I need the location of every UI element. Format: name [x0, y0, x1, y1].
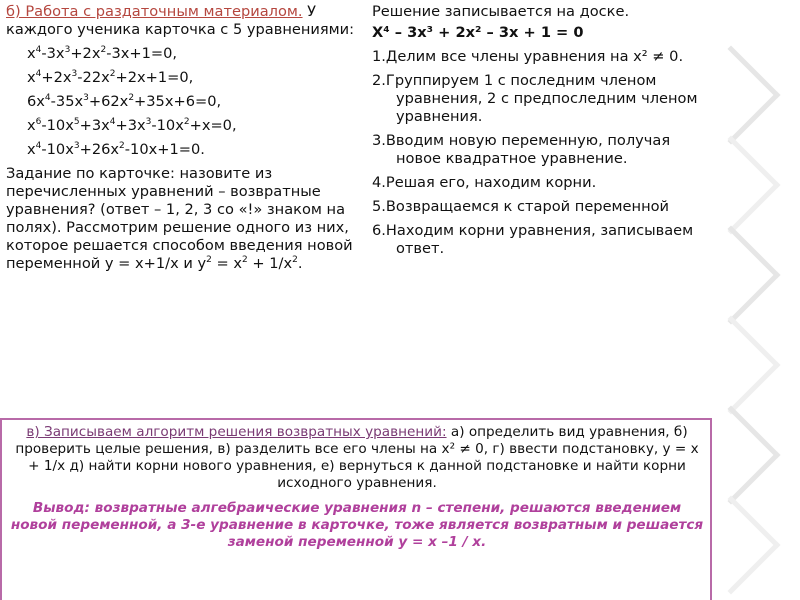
solution-step-6: 6.Находим корни уравнения, записываем ответ. [372, 222, 694, 257]
solution-step-5: 5.Возвращаемся к старой переменной [372, 198, 670, 215]
solution-step-3: 3.Вводим новую переменную, получая новое квадратное уравнение. [372, 132, 671, 167]
solution-step-4: 4.Решая его, находим корни. [372, 174, 597, 191]
solution-step-1: 1.Делим все члены уравнения на x² ≠ 0. [372, 48, 684, 65]
left-column [6, 3, 362, 273]
section-b-heading: б) Работа с раздаточным материалом. [6, 3, 303, 20]
equation-3: $6x^4-35x^3+62x^2+35x+6=0$, [27, 93, 222, 110]
left-heading-block [6, 3, 362, 39]
right-column [372, 3, 712, 258]
algorithm-text [10, 424, 704, 551]
equation-5: $x^4-10x^3+26x^2-10x+1=0$. [27, 141, 205, 158]
equation-1: $x^4-3x^3+2x^2-3x+1=0$, [27, 45, 178, 62]
algorithm-box [0, 418, 712, 600]
algorithm-paragraph [10, 424, 704, 492]
section-b-intro: У каждого ученика карточка с 5 уравнениями: [6, 3, 355, 38]
decorative-chevrons [706, 0, 800, 600]
board-equation: X⁴ – 3x³ + 2x² – 3x + 1 = 0 [372, 24, 584, 41]
card-task-text: Задание по карточке: назовите из перечисленных уравнений – возвратные уравнения? (ответ – 1, 2, 3 со «!» знаком на полях). Рассмотрим решение одного из них, которое решается способом введения новой переменной y = x+1/x и $y^2 = x^2 + 1/x^2$. [6, 165, 353, 272]
conclusion-text: Вывод: возвратные алгебраические уравнения n – степени, решаются введением новой переменной, а 3-е уравнение в карточке, тоже является возвратным и решается заменой переменной y = x –1 / x. [10, 500, 704, 550]
equation-2: $x^4+2x^3-22x^2+2x+1=0$, [27, 69, 194, 86]
equations-list [6, 45, 362, 159]
algorithm-body: а) определить вид уравнения, б) проверить целые решения, в) разделить все его члены на x² ≠ 0, г) ввести подстановку, y = x + 1/x д) найти корни нового уравнения, е) вернуться к данной подстановке и найти корни исходного уравнения. [15, 424, 699, 491]
algorithm-lead: в) Записываем алгоритм решения возвратных уравнений: [26, 424, 447, 440]
equation-4: $x^6-10x^5+3x^4+3x^3-10x^2+x=0$, [27, 117, 237, 134]
board-intro: Решение записывается на доске. [372, 3, 630, 20]
solution-step-2: 2.Группируем 1 с последним членом уравнения, 2 с предпоследним членом уравнения. [372, 72, 698, 125]
